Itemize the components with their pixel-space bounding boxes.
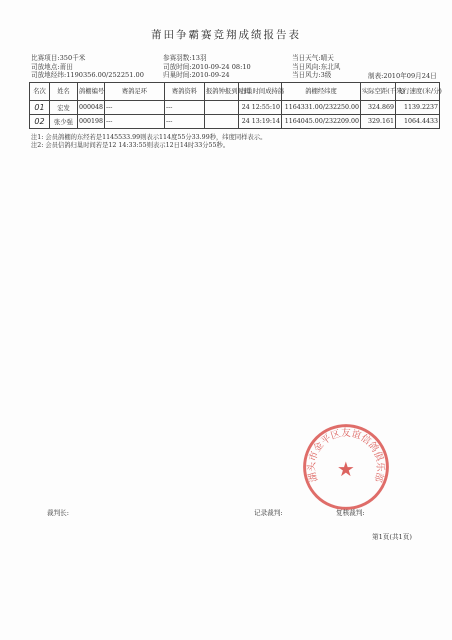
cell-arrival: 24 13:19:14 [239, 115, 282, 129]
header-name: 姓名 [50, 83, 78, 101]
cell-rank: 01 [30, 101, 50, 115]
cell-rank: 02 [30, 115, 50, 129]
wind-force-line: 当日风力:3级 [292, 71, 332, 80]
cell-report-time [205, 101, 239, 115]
release-place: 莆田 [59, 62, 73, 71]
cell-coords: 1164331.00/232250.00 [282, 101, 361, 115]
header-info: 赛鸽资料 [165, 83, 205, 101]
recorder-label: 记录裁判: [254, 509, 283, 517]
cell-name: 宏发 [50, 101, 78, 115]
meta-col-2 [163, 54, 251, 80]
review-label: 复核裁判: [336, 509, 365, 517]
cell-distance: 329.161 [361, 115, 396, 129]
release-time-line: 司放时间:2010-09-24 08:10 [163, 62, 251, 71]
judge-label: 裁判长: [47, 509, 70, 517]
results-table [29, 82, 440, 129]
note-2: 注2: 会员信鸽归巢时间若是12 14:33:55则表示12日14时33分55秒。 [31, 142, 230, 150]
made-date: 2010年09月24日 [383, 72, 437, 80]
table-row [30, 101, 440, 115]
header-coords: 鸽棚经纬度 [282, 83, 361, 101]
cell-report-time [205, 115, 239, 129]
return-date-line: 归巢时间:2010-09-24 [163, 71, 230, 80]
notes [31, 134, 266, 150]
cell-info: --- [165, 115, 205, 129]
release-time: 2010-09-24 08:10 [191, 62, 251, 71]
weather: 晴天 [320, 54, 334, 62]
report-title: 莆田争霸赛竞翔成绩报告表 [151, 29, 301, 41]
header-rank: 名次 [30, 83, 50, 101]
cell-speed: 1139.2237 [396, 101, 440, 115]
cell-arrival: 24 12:55:10 [239, 101, 282, 115]
header-ring: 赛鸽足环 [105, 83, 165, 101]
meta-col-3 [292, 54, 340, 80]
note-1: 注1: 会员鸽棚的东经若是1145533.99则表示114度55分33.99秒，纬度同样表示。 [31, 134, 267, 141]
wind-dir-line: 当日风向:东北风 [292, 62, 341, 71]
cell-info: --- [165, 101, 205, 115]
race-name-line: 比赛项目:350千米 [31, 54, 86, 62]
cell-loft: 000198 [78, 115, 105, 129]
club-seal [300, 421, 392, 513]
header-report-time: 报鸽钟报到时间 [205, 83, 239, 101]
header-loft: 鸽棚编号 [78, 83, 105, 101]
release-place-line: 司放地点:莆田 [31, 62, 73, 71]
cell-speed: 1064.4433 [396, 115, 440, 129]
cell-ring: --- [105, 115, 165, 129]
weather-line: 当日天气:晴天 [292, 54, 334, 62]
header-distance: 实际空距(千米) [361, 83, 396, 101]
cell-loft: 000048 [78, 101, 105, 115]
made-date-line: 制表:2010年09月24日 [368, 72, 437, 80]
cell-name: 张少强 [50, 115, 78, 129]
svg-text:★: ★ [336, 457, 356, 482]
return-date: 2010-09-24 [191, 71, 230, 80]
wind-force: 3级 [320, 71, 332, 80]
cell-distance: 324.869 [361, 101, 396, 115]
entries: 13羽 [191, 54, 207, 62]
cell-ring: --- [105, 101, 165, 115]
entries-line: 参赛羽数:13羽 [163, 54, 207, 62]
page-number: 第1页(共1页) [372, 533, 412, 541]
wind-direction: 东北风 [320, 62, 341, 71]
release-coords-line: 司放地经纬:1190356.00/252251.00 [31, 71, 144, 80]
table-row [30, 115, 440, 129]
race-name: 350千米 [59, 54, 86, 62]
svg-text:湖头市金平区友谊信鸽俱乐部: 湖头市金平区友谊信鸽俱乐部 [306, 428, 386, 484]
table-header-row [30, 83, 440, 101]
header-arrival: 归巢时间成持鸽 [239, 83, 282, 101]
meta-col-1 [31, 54, 144, 80]
cell-coords: 1164045.00/232209.00 [282, 115, 361, 129]
header-speed: 飞行速度(米/分) [396, 83, 440, 101]
release-coords: 1190356.00/252251.00 [66, 71, 144, 80]
